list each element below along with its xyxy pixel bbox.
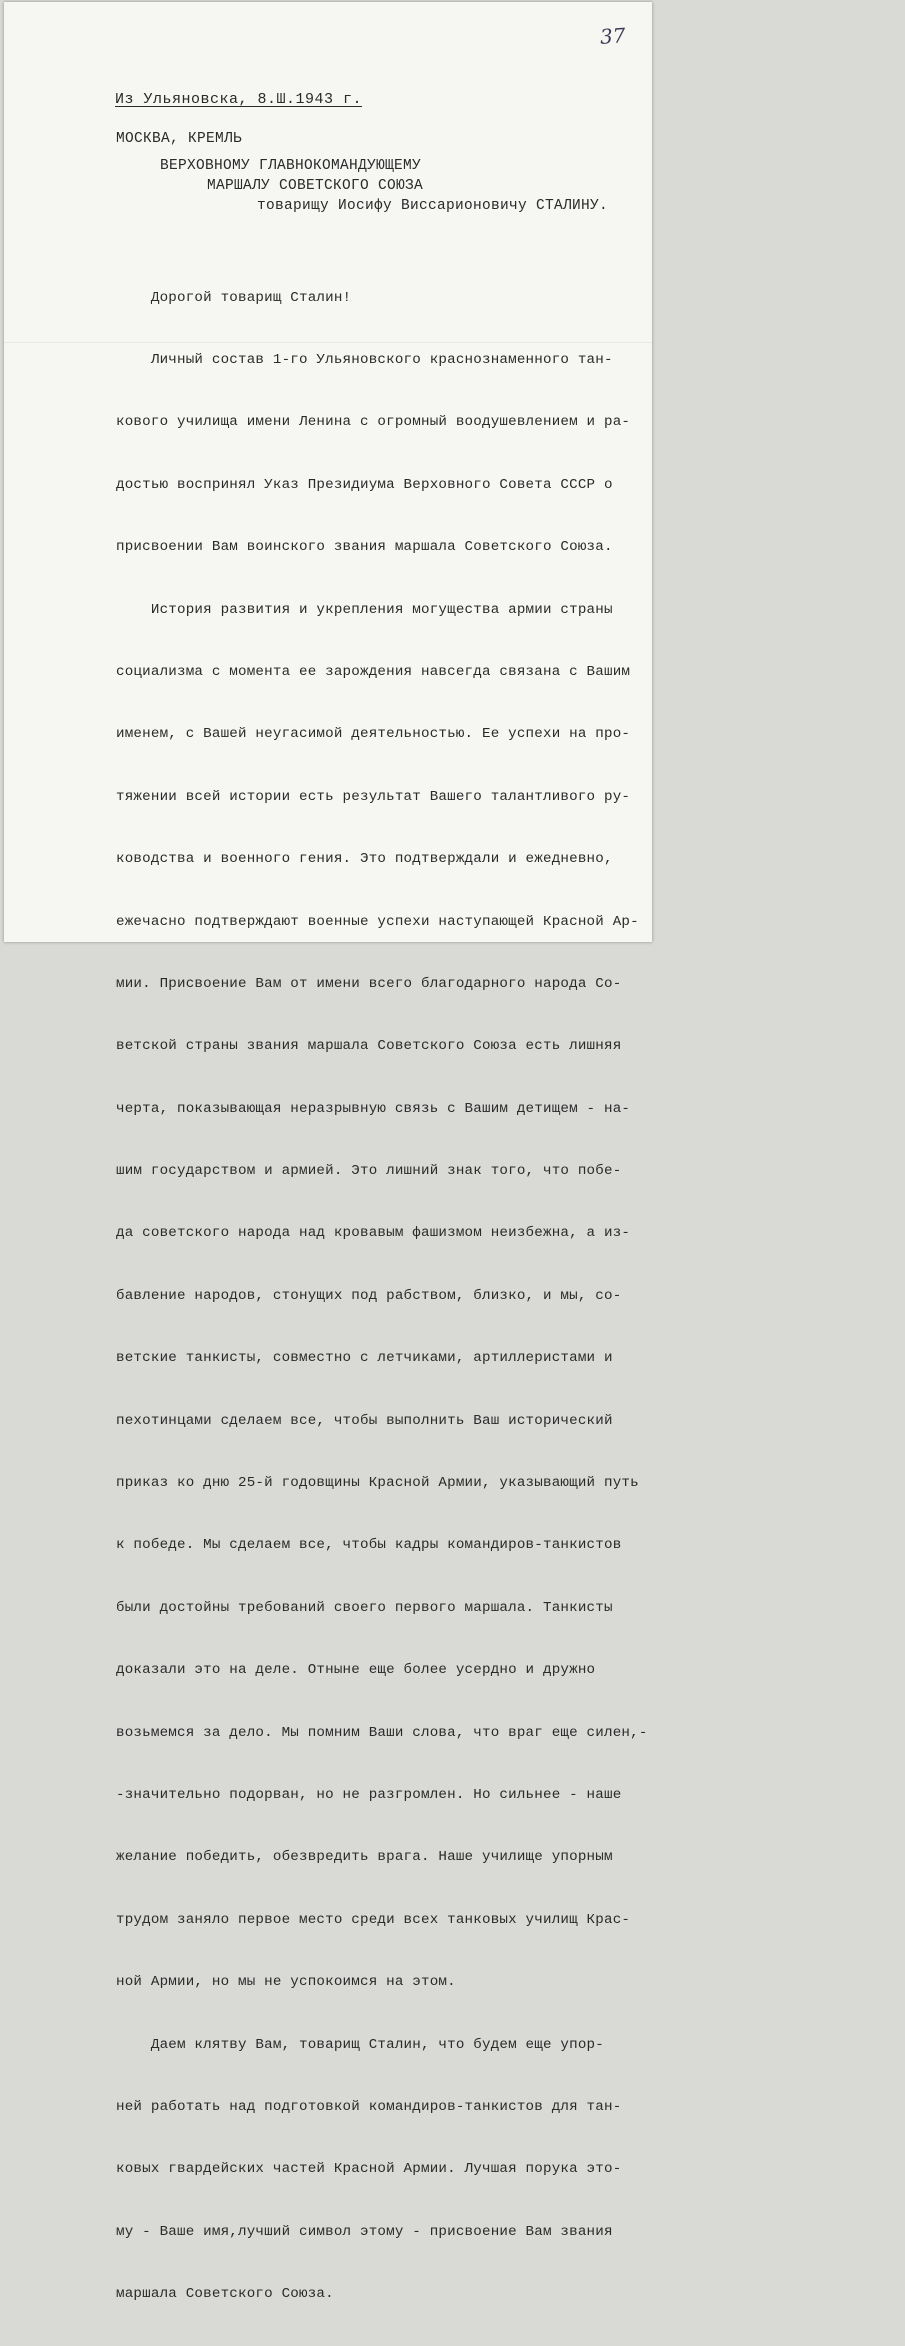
body-line: маршала Советского Союза. xyxy=(116,2286,334,2303)
body-line: черта, показывающая неразрывную связь с Вашим детищем - на- xyxy=(116,1100,631,1117)
body-line: -значительно подорван, но не разгромлен. Но сильнее - наше xyxy=(116,1786,622,1803)
address-line-2: ВЕРХОВНОМУ ГЛАВНОКОМАНДУЮЩЕМУ xyxy=(160,158,422,174)
body-line: ветской страны звания маршала Советского Союза есть лишняя xyxy=(116,1038,622,1055)
body-line: бавление народов, стонущих под рабством, близко, и мы, со- xyxy=(116,1287,622,1304)
body-line: возьмемся за дело. Мы помним Ваши слова, что враг еще силен,- xyxy=(116,1724,648,1741)
body-line: кового училища имени Ленина с огромный воодушевлением и ра- xyxy=(116,414,631,431)
body-line: ней работать над подготовкой командиров-танкистов для тан- xyxy=(116,2098,622,2115)
body-line: шим государством и армией. Это лишний знак того, что побе- xyxy=(116,1163,622,1180)
body-line: ветские танкисты, совместно с летчиками, артиллеристами и xyxy=(116,1350,613,1367)
body-line: ководства и военного гения. Это подтверждали и ежедневно, xyxy=(116,851,613,868)
body-line: достью воспринял Указ Президиума Верховного Совета СССР о xyxy=(116,476,613,493)
body-line: Дорогой товарищ Сталин! xyxy=(116,289,352,306)
body-line: тяжении всей истории есть результат Вашего талантливого ру- xyxy=(116,788,631,805)
address-line-3: МАРШАЛУ СОВЕТСКОГО СОЮЗА xyxy=(207,178,424,194)
body-line: приказ ко дню 25-й годовщины Красной Армии, указывающий путь xyxy=(116,1475,639,1492)
letter-body xyxy=(116,246,646,2346)
body-line: именем, с Вашей неугасимой деятельностью. Ее успехи на про- xyxy=(116,726,631,743)
body-line: к победе. Мы сделаем все, чтобы кадры командиров-танкистов xyxy=(116,1537,622,1554)
body-line: трудом заняло первое место среди всех танковых училищ Крас- xyxy=(116,1911,631,1928)
body-line: социализма с момента ее зарождения навсегда связана с Вашим xyxy=(116,663,631,680)
body-line: желание победить, обезвредить врага. Наше училище упорным xyxy=(116,1849,613,1866)
address-line-4: товарищу Иосифу Виссарионовичу СТАЛИНУ. xyxy=(257,198,609,214)
document-page xyxy=(4,2,652,2303)
handwritten-page-number: 37 xyxy=(599,23,627,49)
body-line: му - Ваше имя,лучший символ этому - присвоение Вам звания xyxy=(116,2223,613,2240)
address-line-1: МОСКВА, КРЕМЛЬ xyxy=(116,131,243,147)
body-line: Личный состав 1-го Ульяновского краснознаменного тан- xyxy=(116,351,613,368)
body-line: были достойны требований своего первого маршала. Танкисты xyxy=(116,1599,613,1616)
body-line: ной Армии, но мы не успокоимся на этом. xyxy=(116,1974,456,1991)
body-line: ковых гвардейских частей Красной Армии. Лучшая порука это- xyxy=(116,2161,622,2178)
body-line: присвоении Вам воинского звания маршала Советского Союза. xyxy=(116,539,613,556)
body-line: пехотинцами сделаем все, чтобы выполнить Ваш исторический xyxy=(116,1412,613,1429)
body-line: ежечасно подтверждают военные успехи наступающей Красной Ар- xyxy=(116,913,639,930)
body-line: История развития и укрепления могущества армии страны xyxy=(116,601,613,618)
body-line: мии. Присвоение Вам от имени всего благодарного народа Со- xyxy=(116,975,622,992)
body-line: доказали это на деле. Отныне еще более усердно и дружно xyxy=(116,1662,596,1679)
origin-date-line: Из Ульяновска, 8.Ш.1943 г. xyxy=(115,91,363,108)
body-line: Даем клятву Вам, товарищ Сталин, что будем еще упор- xyxy=(116,2036,604,2053)
body-line: да советского народа над кровавым фашизмом неизбежна, а из- xyxy=(116,1225,631,1242)
